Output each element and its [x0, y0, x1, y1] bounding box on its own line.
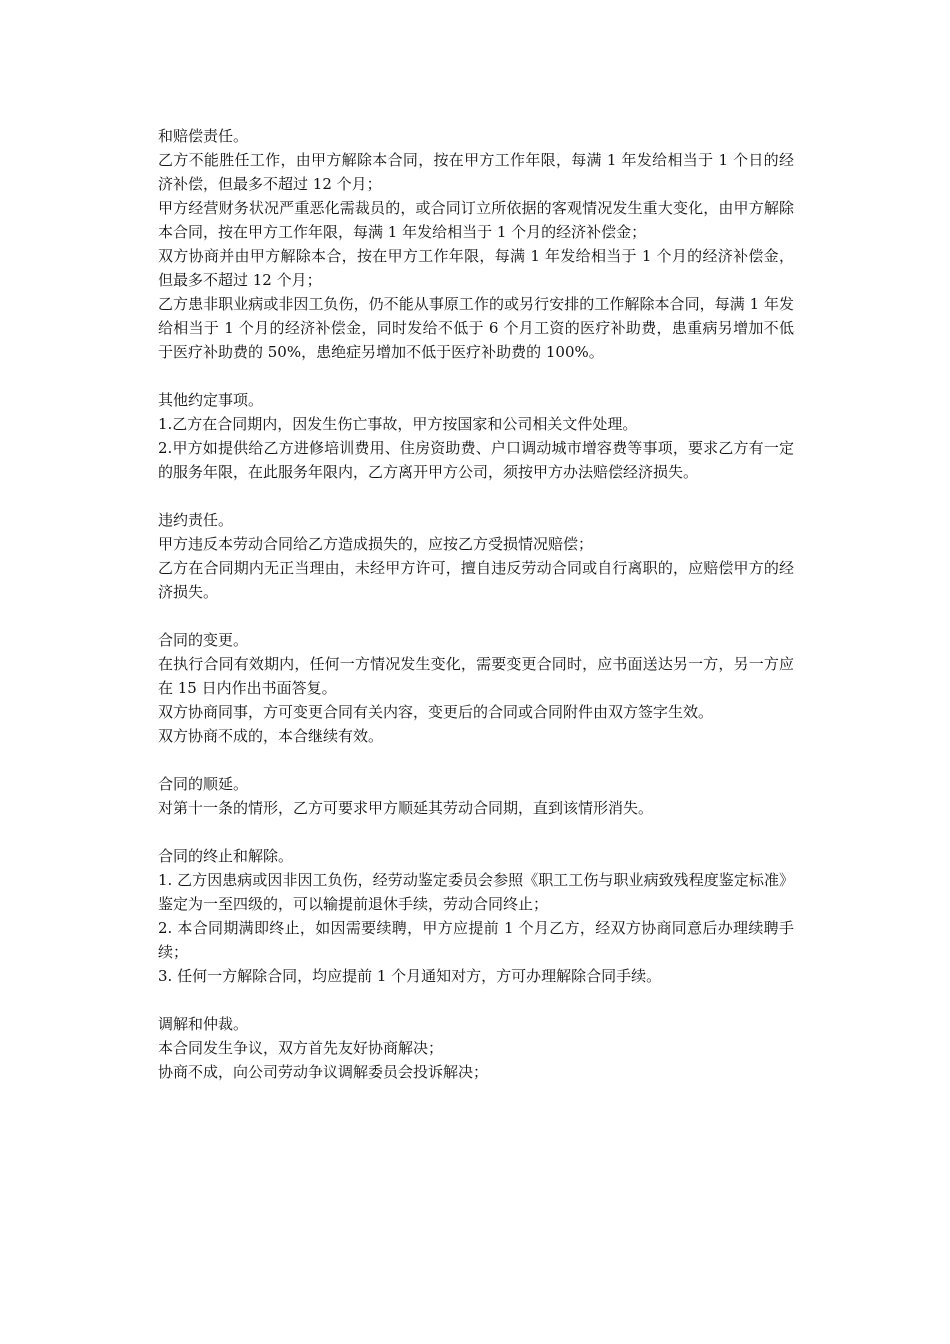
paragraph: 甲方违反本劳动合同给乙方造成损失的，应按乙方受损情况赔偿；: [158, 535, 594, 553]
paragraph: 在执行合同有效期内，任何一方情况发生变化，需要变更合同时，应书面送达另一方，另一方应在 15 日内作出书面答复。: [158, 655, 794, 697]
paragraph: 双方协商不成的，本合继续有效。: [158, 727, 384, 745]
paragraph: 双方协商并由甲方解除本合，按在甲方工作年限，每满 1 年发给相当于 1 个月的经济补偿金，但最多不超过 12 个月；: [158, 247, 794, 289]
section-heading: 调解和仲裁。: [158, 1015, 249, 1033]
section-compensation: [158, 124, 794, 364]
section-mediation-arbitration: [158, 1012, 794, 1084]
section-other-agreements: [158, 388, 794, 484]
section-breach-liability: [158, 508, 794, 604]
section-contract-extension: [158, 772, 794, 820]
paragraph: 3. 任何一方解除合同，均应提前 1 个月通知对方，方可办理解除合同手续。: [158, 967, 662, 985]
paragraph: 1. 乙方因患病或因非因工负伤，经劳动鉴定委员会参照《职工工伤与职业病致残程度鉴定标准》鉴定为一至四级的，可以输提前退休手续，劳动合同终止；: [158, 871, 794, 913]
section-heading: 其他约定事项。: [158, 391, 264, 409]
paragraph: 甲方经营财务状况严重恶化需裁员的，或合同订立所依据的客观情况发生重大变化，由甲方解除本合同，按在甲方工作年限，每满 1 年发给相当于 1 个月的经济补偿金；: [158, 199, 794, 241]
section-heading: 和赔偿责任。: [158, 127, 249, 145]
section-termination: [158, 844, 794, 988]
paragraph: 乙方在合同期内无正当理由，未经甲方许可，擅自违反劳动合同或自行离职的，应赔偿甲方的经济损失。: [158, 559, 794, 601]
paragraph: 对第十一条的情形，乙方可要求甲方顺延其劳动合同期，直到该情形消失。: [158, 799, 654, 817]
section-heading: 违约责任。: [158, 511, 234, 529]
section-heading: 合同的顺延。: [158, 775, 249, 793]
paragraph: 双方协商同事，方可变更合同有关内容，变更后的合同或合同附件由双方签字生效。: [158, 703, 714, 721]
paragraph: 乙方不能胜任工作，由甲方解除本合同，按在甲方工作年限，每满 1 年发给相当于 1 个日的经济补偿，但最多不超过 12 个月；: [158, 151, 794, 193]
paragraph: 协商不成，向公司劳动争议调解委员会投诉解决；: [158, 1063, 489, 1081]
paragraph: 1.乙方在合同期内，因发生伤亡事故，甲方按国家和公司相关文件处理。: [158, 415, 638, 433]
document-page: [158, 124, 794, 1084]
paragraph: 本合同发生争议，双方首先友好协商解决；: [158, 1039, 444, 1057]
paragraph: 乙方患非职业病或非因工负伤，仍不能从事原工作的或另行安排的工作解除本合同，每满 1 年发给相当于 1 个月的经济补偿金，同时发给不低于 6 个月工资的医疗补助费，患重病另增加不低于医疗补助费的 50%，患绝症另增加不低于医疗补助费的 100%。: [158, 295, 794, 361]
section-heading: 合同的终止和解除。: [158, 847, 294, 865]
paragraph: 2.甲方如提供给乙方进修培训费用、住房资助费、户口调动城市增容费等事项，要求乙方有一定的服务年限，在此服务年限内，乙方离开甲方公司，须按甲方办法赔偿经济损失。: [158, 439, 794, 481]
section-contract-change: [158, 628, 794, 748]
section-heading: 合同的变更。: [158, 631, 249, 649]
paragraph: 2. 本合同期满即终止，如因需要续聘，甲方应提前 1 个月乙方，经双方协商同意后办理续聘手续；: [158, 919, 794, 961]
